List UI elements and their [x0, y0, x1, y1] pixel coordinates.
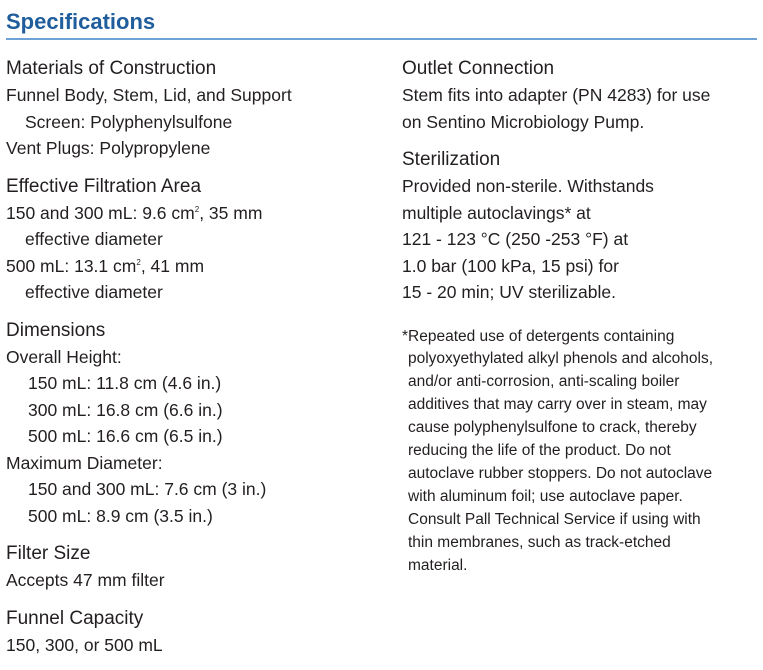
footnote-line-5: cause polyphenylsulfone to crack, thereby — [408, 419, 697, 437]
footnote-line-10: thin membranes, such as track-etched — [408, 533, 671, 551]
outlet-heading: Outlet Connection — [402, 58, 555, 79]
filter-size-heading: Filter Size — [6, 543, 91, 564]
filter-size-section — [6, 541, 386, 594]
superscript-2: 2 — [194, 204, 200, 214]
filter-size-line: Accepts 47 mm filter — [6, 570, 165, 590]
materials-line-2: Screen: Polyphenylsulfone — [25, 111, 233, 132]
left-column — [6, 56, 386, 670]
filtration-area-150-300: 150 and 300 mL: 9.6 cm — [6, 202, 195, 223]
footnote-line-8: with aluminum foil; use autoclave paper. — [408, 487, 683, 505]
footnote-line-9: Consult Pall Technical Service if using with — [408, 510, 701, 528]
filtration-area-500: 500 mL: 13.1 cm — [6, 255, 137, 276]
footnote-line-3: and/or anti-corrosion, anti-scaling boiler — [408, 373, 680, 391]
filtration-area-line-3 — [6, 253, 386, 280]
filtration-area-heading: Effective Filtration Area — [6, 175, 202, 197]
height-500: 500 mL: 16.6 cm (6.5 in.) — [28, 426, 223, 446]
right-column — [402, 56, 757, 577]
outlet-section — [402, 56, 757, 135]
footnote-line-1: *Repeated use of detergents containing — [402, 327, 675, 345]
materials-heading: Materials of Construction — [6, 58, 217, 79]
footnote-line-7: autoclave rubber stoppers. Do not autoclave — [408, 464, 713, 482]
filtration-area-line-2: effective diameter — [25, 229, 163, 249]
outlet-line-1: Stem fits into adapter (PN 4283) for use — [402, 85, 711, 105]
footnote-line-2: polyoxyethylated alkyl phenols and alcohols, — [408, 350, 714, 368]
dimensions-section — [6, 318, 386, 530]
filtration-area-line-4: effective diameter — [25, 282, 163, 302]
title-divider — [6, 38, 757, 40]
sterilization-line-1: Provided non-sterile. Withstands — [402, 176, 654, 196]
height-300: 300 mL: 16.8 cm (6.6 in.) — [28, 399, 223, 420]
funnel-capacity-section — [6, 606, 386, 659]
sterilization-line-3: 121 - 123 °C (250 -253 °F) at — [402, 229, 629, 249]
footnote-line-4: additives that may carry over in steam, may — [408, 396, 707, 414]
outlet-line-2: on Sentino Microbiology Pump. — [402, 111, 645, 132]
filtration-diameter-150-300: , 35 mm — [199, 202, 263, 223]
max-diameter-label: Maximum Diameter: — [6, 452, 163, 473]
materials-line-3: Vent Plugs: Polypropylene — [6, 138, 211, 158]
diameter-150-300: 150 and 300 mL: 7.6 cm (3 in.) — [28, 479, 267, 499]
filtration-area-section — [6, 174, 386, 306]
height-150: 150 mL: 11.8 cm (4.6 in.) — [28, 373, 222, 393]
superscript-2: 2 — [136, 257, 141, 267]
sterilization-line-4: 1.0 bar (100 kPa, 15 psi) for — [402, 255, 619, 276]
materials-section — [6, 56, 386, 162]
materials-line-1: Funnel Body, Stem, Lid, and Support — [6, 85, 292, 105]
funnel-capacity-line: 150, 300, or 500 mL — [6, 634, 163, 655]
page-title: Specifications — [6, 9, 156, 34]
diameter-500: 500 mL: 8.9 cm (3.5 in.) — [28, 505, 213, 526]
autoclave-footnote — [402, 326, 757, 578]
footnote-line-6: reducing the life of the product. Do not — [408, 442, 671, 460]
sterilization-line-2: multiple autoclavings* at — [402, 202, 591, 223]
footnote-line-11: material. — [408, 556, 468, 574]
sterilization-section — [402, 147, 757, 306]
filtration-diameter-500: , 41 mm — [140, 255, 205, 276]
overall-height-label: Overall Height: — [6, 346, 122, 367]
sterilization-line-5: 15 - 20 min; UV sterilizable. — [402, 282, 616, 302]
sterilization-heading: Sterilization — [402, 149, 501, 170]
funnel-capacity-heading: Funnel Capacity — [6, 607, 144, 629]
filtration-area-line-1 — [6, 200, 386, 227]
dimensions-heading: Dimensions — [6, 319, 106, 341]
